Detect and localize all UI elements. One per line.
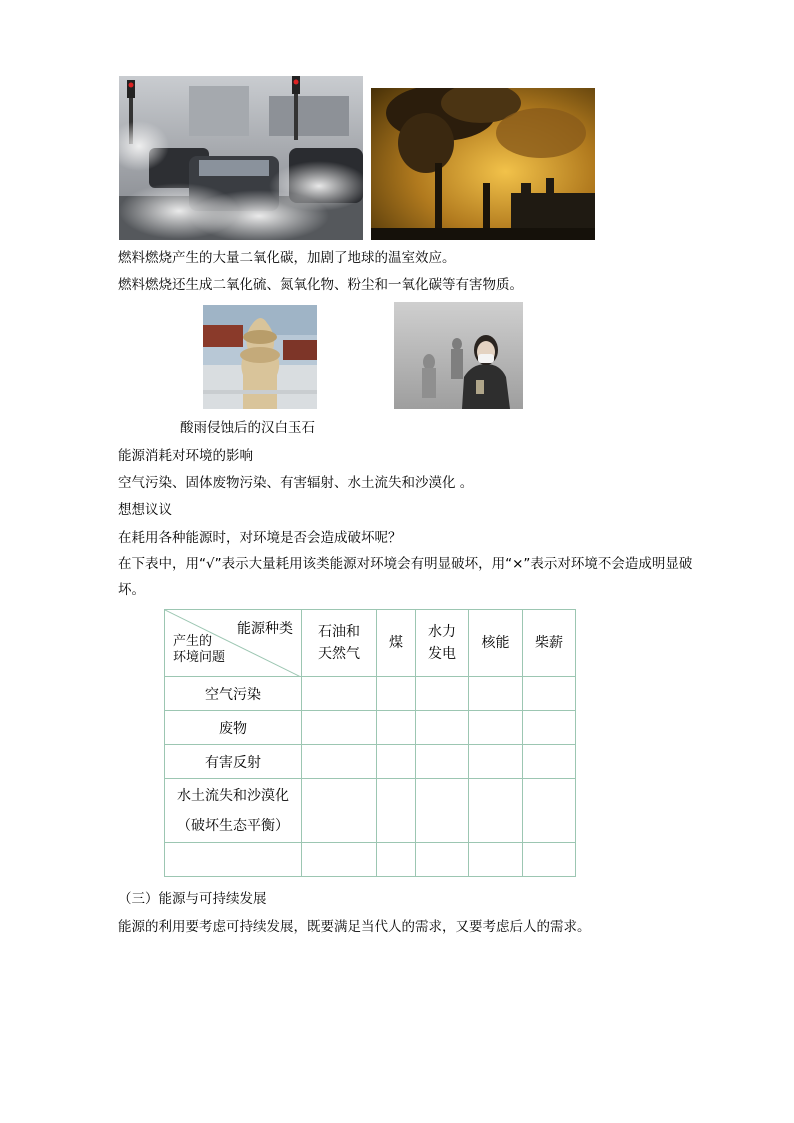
table-cell[interactable] (469, 677, 523, 711)
table-cell[interactable] (377, 843, 416, 877)
energy-impact-table (164, 609, 576, 877)
column-header-hydropower: 水力 发电 (416, 610, 469, 677)
column-header-oil-gas: 石油和 天然气 (302, 610, 377, 677)
heading-think-discuss: 想想议议 (118, 502, 172, 518)
table-row (165, 677, 576, 711)
column-header-nuclear: 核能 (469, 610, 523, 677)
table-row (165, 843, 576, 877)
table-cell[interactable] (523, 677, 576, 711)
table-cell[interactable] (302, 779, 377, 843)
row-header-soil-erosion: 水土流失和沙漠化 （破坏生态平衡） (165, 779, 302, 843)
paragraph-harmful-substances: 燃料燃烧还生成二氧化硫、氮氧化物、粉尘和一氧化碳等有害物质。 (118, 277, 523, 293)
heading-energy-impact: 能源消耗对环境的影响 (118, 448, 253, 464)
table-cell[interactable] (416, 843, 469, 877)
smog-mask-photo (394, 302, 523, 409)
table-cell[interactable] (416, 745, 469, 779)
table-cell[interactable] (469, 711, 523, 745)
table-cell[interactable] (377, 711, 416, 745)
table-cell[interactable] (302, 677, 377, 711)
row-header-harmful-radiation: 有害反射 (165, 745, 302, 779)
traffic-exhaust-photo (119, 76, 363, 240)
paragraph-instructions: 在下表中，用“√”表示大量耗用该类能源对环境会有明显破坏，用“×”表示对环境不会造成明显破坏。 (118, 556, 693, 598)
table-cell[interactable] (302, 843, 377, 877)
paragraph-impact-list: 空气污染、固体废物污染、有害辐射、水土流失和沙漠化 。 (118, 475, 474, 491)
table-cell[interactable] (302, 711, 377, 745)
table-cell[interactable] (469, 779, 523, 843)
table-row (165, 745, 576, 779)
table-cell[interactable] (377, 677, 416, 711)
acid-rain-marble-photo (203, 305, 317, 409)
column-header-firewood: 柴薪 (523, 610, 576, 677)
table-cell[interactable] (523, 745, 576, 779)
table-row (165, 779, 576, 843)
table-cell[interactable] (416, 711, 469, 745)
table-cell[interactable] (469, 843, 523, 877)
corner-top-label: 能源种类 (237, 621, 293, 637)
table-cell[interactable] (302, 745, 377, 779)
corner-bottom-label: 产生的 环境问题 (173, 634, 226, 665)
table-cell[interactable] (523, 779, 576, 843)
row-header-air-pollution: 空气污染 (165, 677, 302, 711)
table-cell[interactable] (469, 745, 523, 779)
factory-smoke-photo (371, 88, 595, 240)
paragraph-question: 在耗用各种能源时，对环境是否会造成破坏呢？ (118, 530, 402, 546)
table-cell[interactable] (523, 711, 576, 745)
table-corner-header (165, 610, 302, 677)
paragraph-greenhouse: 燃料燃烧产生的大量二氧化碳，加剧了地球的温室效应。 (118, 250, 456, 266)
paragraph-sustainability: 能源的利用要考虑可持续发展，既要满足当代人的需求，又要考虑后人的需求。 (118, 919, 591, 935)
row-header-empty[interactable] (165, 843, 302, 877)
heading-sustainable-development: （三）能源与可持续发展 (118, 891, 267, 907)
table-cell[interactable] (416, 779, 469, 843)
image-caption: 酸雨侵蚀后的汉白玉石 (180, 420, 315, 436)
table-cell[interactable] (523, 843, 576, 877)
table-cell[interactable] (377, 779, 416, 843)
row-header-waste: 废物 (165, 711, 302, 745)
table-row (165, 711, 576, 745)
column-header-coal: 煤 (377, 610, 416, 677)
table-cell[interactable] (377, 745, 416, 779)
table-cell[interactable] (416, 677, 469, 711)
